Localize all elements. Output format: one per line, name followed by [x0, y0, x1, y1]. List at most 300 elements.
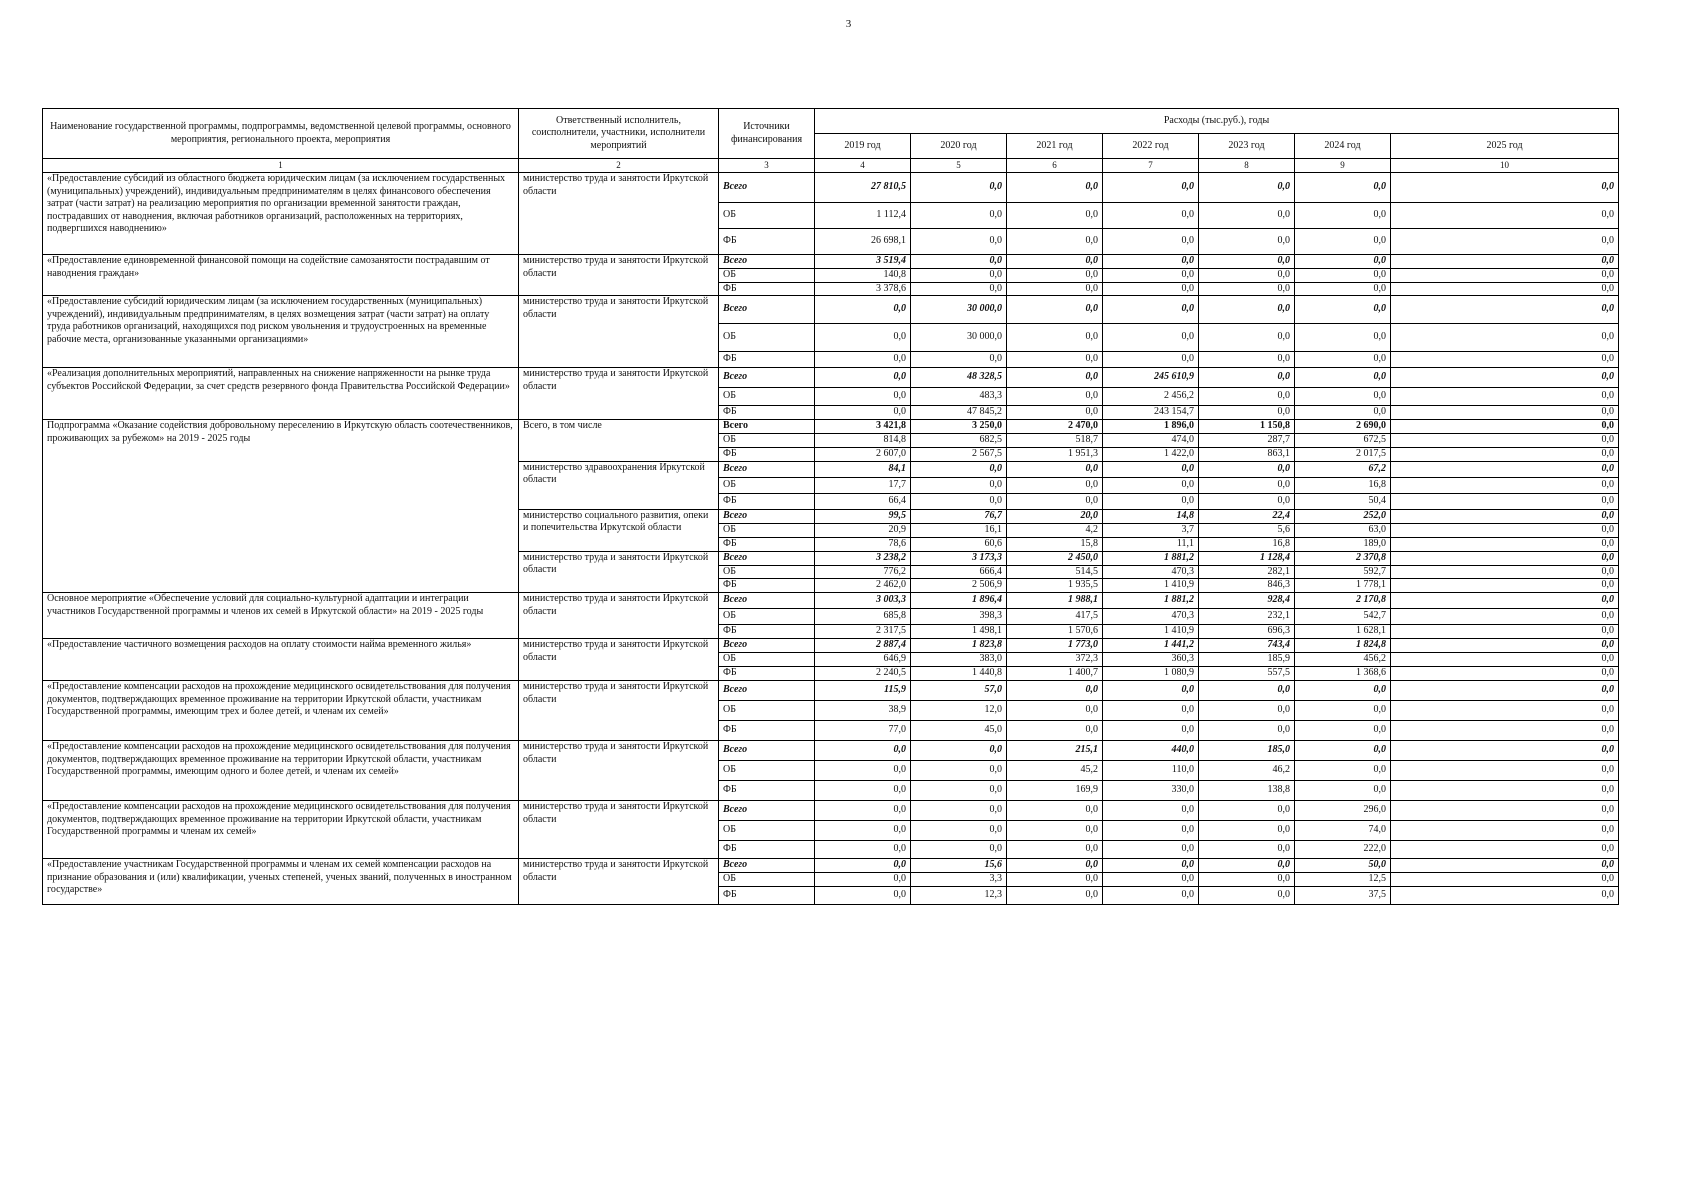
value-cell: 0,0: [1199, 406, 1295, 420]
column-number: 10: [1391, 159, 1619, 173]
source-cell: ФБ: [719, 781, 815, 801]
value-cell: 138,8: [1199, 781, 1295, 801]
value-cell: 0,0: [1007, 859, 1103, 873]
responsible-cell: министерство труда и занятости Иркутской области: [519, 859, 719, 905]
value-cell: 470,3: [1103, 609, 1199, 625]
value-cell: 0,0: [1007, 887, 1103, 905]
value-cell: 0,0: [1103, 461, 1199, 477]
value-cell: 26 698,1: [815, 229, 911, 255]
source-cell: ОБ: [719, 269, 815, 283]
value-cell: 1 128,4: [1199, 551, 1295, 565]
value-cell: 12,3: [911, 887, 1007, 905]
value-cell: 67,2: [1295, 461, 1391, 477]
value-cell: 77,0: [815, 721, 911, 741]
row-name-cell: «Предоставление частичного возмещения расходов на оплату стоимости найма временного жилья»: [43, 639, 519, 681]
value-cell: 0,0: [1007, 203, 1103, 229]
table-row: [43, 681, 1619, 701]
value-cell: 0,0: [911, 477, 1007, 493]
value-cell: 0,0: [911, 269, 1007, 283]
value-cell: 0,0: [1391, 282, 1619, 296]
value-cell: 0,0: [911, 461, 1007, 477]
value-cell: 0,0: [1007, 681, 1103, 701]
row-name-cell: «Реализация дополнительных мероприятий, направленных на снижение напряженности на рынке труда субъектов Российской Федерации, за счет средств резервного фонда Правительства Российской Федерации»: [43, 368, 519, 420]
value-cell: 16,8: [1199, 537, 1295, 551]
source-cell: ОБ: [719, 477, 815, 493]
responsible-cell: министерство труда и занятости Иркутской области: [519, 255, 719, 296]
source-cell: ОБ: [719, 434, 815, 448]
value-cell: 0,0: [911, 761, 1007, 781]
value-cell: 63,0: [1295, 523, 1391, 537]
value-cell: 0,0: [1295, 352, 1391, 368]
value-cell: 1 988,1: [1007, 593, 1103, 609]
value-cell: 0,0: [1391, 296, 1619, 324]
value-cell: 776,2: [815, 565, 911, 579]
source-cell: Всего: [719, 173, 815, 203]
value-cell: 0,0: [815, 352, 911, 368]
value-cell: 0,0: [1199, 493, 1295, 509]
column-number: 5: [911, 159, 1007, 173]
row-name-cell: Подпрограмма «Оказание содействия добровольному переселению в Иркутскую область соотечественников, проживающих за рубежом» на 2019 - 2025 годы: [43, 420, 519, 593]
source-cell: Всего: [719, 639, 815, 653]
value-cell: 372,3: [1007, 653, 1103, 667]
source-cell: Всего: [719, 801, 815, 821]
value-cell: 0,0: [1103, 296, 1199, 324]
source-cell: ФБ: [719, 282, 815, 296]
value-cell: 0,0: [1103, 841, 1199, 859]
value-cell: 0,0: [1103, 701, 1199, 721]
responsible-cell: министерство труда и занятости Иркутской области: [519, 296, 719, 368]
value-cell: 592,7: [1295, 565, 1391, 579]
row-name-cell: «Предоставление единовременной финансовой помощи на содействие самозанятости пострадавшим от наводнения граждан»: [43, 255, 519, 296]
value-cell: 0,0: [1391, 653, 1619, 667]
value-cell: 0,0: [815, 873, 911, 887]
value-cell: 440,0: [1103, 741, 1199, 761]
value-cell: 0,0: [1007, 229, 1103, 255]
value-cell: 0,0: [1103, 324, 1199, 352]
source-cell: Всего: [719, 859, 815, 873]
value-cell: 0,0: [1007, 461, 1103, 477]
value-cell: 5,6: [1199, 523, 1295, 537]
value-cell: 0,0: [1391, 493, 1619, 509]
value-cell: 84,1: [815, 461, 911, 477]
value-cell: 1 935,5: [1007, 579, 1103, 593]
value-cell: 1 823,8: [911, 639, 1007, 653]
value-cell: 0,0: [1199, 461, 1295, 477]
row-name-cell: «Предоставление участникам Государственной программы и членам их семей компенсации расходов на признание образования и (или) квалификации, ученых степеней, ученых званий, полученных в иностранном государстве»: [43, 859, 519, 905]
value-cell: 3 238,2: [815, 551, 911, 565]
value-cell: 0,0: [1391, 523, 1619, 537]
value-cell: 0,0: [1007, 255, 1103, 269]
value-cell: 1 773,0: [1007, 639, 1103, 653]
value-cell: 0,0: [1199, 477, 1295, 493]
value-cell: 0,0: [1391, 537, 1619, 551]
value-cell: 22,4: [1199, 509, 1295, 523]
value-cell: 2 887,4: [815, 639, 911, 653]
value-cell: 12,0: [911, 701, 1007, 721]
value-cell: 1 422,0: [1103, 447, 1199, 461]
table-row: [43, 173, 1619, 203]
value-cell: 0,0: [1007, 388, 1103, 406]
value-cell: 0,0: [815, 741, 911, 761]
value-cell: 0,0: [911, 741, 1007, 761]
header-responsible: Ответственный исполнитель, соисполнители, участники, исполнители мероприятий: [519, 109, 719, 159]
value-cell: 0,0: [1199, 887, 1295, 905]
responsible-cell: министерство труда и занятости Иркутской области: [519, 741, 719, 801]
column-number: 6: [1007, 159, 1103, 173]
value-cell: 0,0: [1391, 625, 1619, 639]
value-cell: 1 112,4: [815, 203, 911, 229]
value-cell: 48 328,5: [911, 368, 1007, 388]
value-cell: 0,0: [1103, 681, 1199, 701]
source-cell: ОБ: [719, 523, 815, 537]
value-cell: 0,0: [1391, 873, 1619, 887]
responsible-cell: Всего, в том числе: [519, 420, 719, 462]
value-cell: 1 896,0: [1103, 420, 1199, 434]
source-cell: ФБ: [719, 447, 815, 461]
value-cell: 0,0: [1391, 388, 1619, 406]
value-cell: 0,0: [1007, 701, 1103, 721]
value-cell: 0,0: [1007, 368, 1103, 388]
value-cell: 3 378,6: [815, 282, 911, 296]
source-cell: ОБ: [719, 761, 815, 781]
value-cell: 47 845,2: [911, 406, 1007, 420]
source-cell: ФБ: [719, 625, 815, 639]
value-cell: 0,0: [1199, 801, 1295, 821]
value-cell: 0,0: [911, 801, 1007, 821]
value-cell: 0,0: [1295, 368, 1391, 388]
value-cell: 27 810,5: [815, 173, 911, 203]
table-body: [43, 109, 1619, 905]
value-cell: 0,0: [1391, 269, 1619, 283]
value-cell: 2 017,5: [1295, 447, 1391, 461]
value-cell: 0,0: [1199, 681, 1295, 701]
value-cell: 0,0: [1007, 282, 1103, 296]
value-cell: 557,5: [1199, 667, 1295, 681]
value-cell: 0,0: [911, 255, 1007, 269]
source-cell: ФБ: [719, 841, 815, 859]
value-cell: 282,1: [1199, 565, 1295, 579]
source-cell: Всего: [719, 255, 815, 269]
value-cell: 0,0: [1391, 352, 1619, 368]
value-cell: 0,0: [1295, 761, 1391, 781]
value-cell: 60,6: [911, 537, 1007, 551]
column-number: 3: [719, 159, 815, 173]
value-cell: 0,0: [1103, 821, 1199, 841]
column-number: 2: [519, 159, 719, 173]
value-cell: 666,4: [911, 565, 1007, 579]
value-cell: 863,1: [1199, 447, 1295, 461]
header-row: [43, 109, 1619, 134]
value-cell: 4,2: [1007, 523, 1103, 537]
value-cell: 470,3: [1103, 565, 1199, 579]
value-cell: 0,0: [1007, 324, 1103, 352]
value-cell: 0,0: [815, 406, 911, 420]
responsible-cell: министерство труда и занятости Иркутской области: [519, 173, 719, 255]
value-cell: 287,7: [1199, 434, 1295, 448]
value-cell: 0,0: [1295, 406, 1391, 420]
value-cell: 0,0: [1295, 269, 1391, 283]
responsible-cell: министерство труда и занятости Иркутской области: [519, 681, 719, 741]
source-cell: Всего: [719, 420, 815, 434]
value-cell: 115,9: [815, 681, 911, 701]
source-cell: ОБ: [719, 324, 815, 352]
value-cell: 0,0: [1295, 324, 1391, 352]
source-cell: ФБ: [719, 579, 815, 593]
source-cell: ФБ: [719, 229, 815, 255]
value-cell: 0,0: [1199, 873, 1295, 887]
value-cell: 1 441,2: [1103, 639, 1199, 653]
source-cell: ФБ: [719, 352, 815, 368]
value-cell: 0,0: [815, 324, 911, 352]
value-cell: 1 150,8: [1199, 420, 1295, 434]
value-cell: 0,0: [1391, 434, 1619, 448]
value-cell: 0,0: [1199, 368, 1295, 388]
value-cell: 0,0: [1103, 269, 1199, 283]
value-cell: 928,4: [1199, 593, 1295, 609]
responsible-cell: министерство здравоохранения Иркутской области: [519, 461, 719, 509]
value-cell: 1 881,2: [1103, 551, 1199, 565]
value-cell: 0,0: [1391, 579, 1619, 593]
value-cell: 2 690,0: [1295, 420, 1391, 434]
value-cell: 0,0: [1103, 255, 1199, 269]
value-cell: 0,0: [1391, 509, 1619, 523]
header-expenses: Расходы (тыс.руб.), годы: [815, 109, 1619, 134]
value-cell: 1 881,2: [1103, 593, 1199, 609]
header-year: 2020 год: [911, 134, 1007, 159]
value-cell: 0,0: [1007, 493, 1103, 509]
value-cell: 0,0: [1391, 551, 1619, 565]
value-cell: 252,0: [1295, 509, 1391, 523]
source-cell: ОБ: [719, 388, 815, 406]
value-cell: 1 410,9: [1103, 579, 1199, 593]
value-cell: 110,0: [1103, 761, 1199, 781]
value-cell: 0,0: [1391, 255, 1619, 269]
value-cell: 0,0: [911, 173, 1007, 203]
value-cell: 0,0: [911, 493, 1007, 509]
value-cell: 0,0: [1103, 801, 1199, 821]
value-cell: 0,0: [1199, 296, 1295, 324]
value-cell: 1 080,9: [1103, 667, 1199, 681]
value-cell: 0,0: [1103, 229, 1199, 255]
table-row: [43, 368, 1619, 388]
value-cell: 11,1: [1103, 537, 1199, 551]
responsible-cell: министерство труда и занятости Иркутской области: [519, 801, 719, 859]
value-cell: 99,5: [815, 509, 911, 523]
value-cell: 0,0: [1391, 821, 1619, 841]
row-name-cell: «Предоставление компенсации расходов на прохождение медицинского освидетельствования для получения документов, подтверждающих временное проживание на территории Иркутской области, участникам Государственной программы, имеющим трех и более детей, и членам их семей»: [43, 681, 519, 741]
value-cell: 0,0: [1295, 255, 1391, 269]
value-cell: 0,0: [1295, 388, 1391, 406]
source-cell: ОБ: [719, 653, 815, 667]
value-cell: 0,0: [911, 229, 1007, 255]
source-cell: Всего: [719, 368, 815, 388]
value-cell: 682,5: [911, 434, 1007, 448]
value-cell: 0,0: [1103, 173, 1199, 203]
source-cell: ОБ: [719, 701, 815, 721]
value-cell: 0,0: [815, 296, 911, 324]
value-cell: 50,0: [1295, 859, 1391, 873]
row-name-cell: «Предоставление субсидий из областного бюджета юридическим лицам (за исключением государственных (муниципальных) учреждений), индивидуальным предпринимателям в целях финансового обеспечения затрат (части затрат) на реализацию мероприятия по организации временной занятости граждан, пострадавших от наводнения, включая работников организаций, расположенных на территориях, подвергшихся наводнению»: [43, 173, 519, 255]
value-cell: 0,0: [1295, 701, 1391, 721]
value-cell: 2 470,0: [1007, 420, 1103, 434]
value-cell: 0,0: [1391, 887, 1619, 905]
value-cell: 0,0: [1391, 859, 1619, 873]
value-cell: 2 450,0: [1007, 551, 1103, 565]
value-cell: 243 154,7: [1103, 406, 1199, 420]
value-cell: 0,0: [1007, 873, 1103, 887]
value-cell: 0,0: [1103, 203, 1199, 229]
header-year: 2023 год: [1199, 134, 1295, 159]
value-cell: 2 240,5: [815, 667, 911, 681]
value-cell: 2 370,8: [1295, 551, 1391, 565]
value-cell: 1 896,4: [911, 593, 1007, 609]
value-cell: 0,0: [1295, 681, 1391, 701]
value-cell: 0,0: [911, 821, 1007, 841]
value-cell: 17,7: [815, 477, 911, 493]
value-cell: 215,1: [1007, 741, 1103, 761]
column-number: 7: [1103, 159, 1199, 173]
source-cell: ФБ: [719, 887, 815, 905]
value-cell: 296,0: [1295, 801, 1391, 821]
value-cell: 696,3: [1199, 625, 1295, 639]
value-cell: 0,0: [1199, 203, 1295, 229]
value-cell: 0,0: [1103, 859, 1199, 873]
source-cell: Всего: [719, 593, 815, 609]
value-cell: 360,3: [1103, 653, 1199, 667]
value-cell: 30 000,0: [911, 324, 1007, 352]
value-cell: 0,0: [1295, 741, 1391, 761]
responsible-cell: министерство труда и занятости Иркутской области: [519, 593, 719, 639]
value-cell: 0,0: [1007, 173, 1103, 203]
value-cell: 0,0: [1103, 887, 1199, 905]
value-cell: 0,0: [1295, 229, 1391, 255]
column-number: 1: [43, 159, 519, 173]
value-cell: 846,3: [1199, 579, 1295, 593]
row-name-cell: «Предоставление компенсации расходов на прохождение медицинского освидетельствования для получения документов, подтверждающих временное проживание на территории Иркутской области, участникам Государственной программы, имеющим одного и более детей, и членам их семей»: [43, 741, 519, 801]
value-cell: 14,8: [1103, 509, 1199, 523]
header-year: 2019 год: [815, 134, 911, 159]
value-cell: 0,0: [1295, 203, 1391, 229]
source-cell: Всего: [719, 741, 815, 761]
value-cell: 2 462,0: [815, 579, 911, 593]
table-row: [43, 255, 1619, 269]
source-cell: ОБ: [719, 565, 815, 579]
value-cell: 140,8: [815, 269, 911, 283]
value-cell: 1 498,1: [911, 625, 1007, 639]
source-cell: Всего: [719, 681, 815, 701]
value-cell: 1 824,8: [1295, 639, 1391, 653]
value-cell: 45,2: [1007, 761, 1103, 781]
value-cell: 743,4: [1199, 639, 1295, 653]
value-cell: 222,0: [1295, 841, 1391, 859]
column-number: 9: [1295, 159, 1391, 173]
header-year: 2021 год: [1007, 134, 1103, 159]
value-cell: 46,2: [1199, 761, 1295, 781]
value-cell: 15,8: [1007, 537, 1103, 551]
value-cell: 3 250,0: [911, 420, 1007, 434]
value-cell: 0,0: [1391, 420, 1619, 434]
column-number: 4: [815, 159, 911, 173]
value-cell: 3 421,8: [815, 420, 911, 434]
source-cell: ФБ: [719, 406, 815, 420]
value-cell: 383,0: [911, 653, 1007, 667]
value-cell: 37,5: [1295, 887, 1391, 905]
source-cell: ФБ: [719, 493, 815, 509]
value-cell: 0,0: [1295, 781, 1391, 801]
value-cell: 0,0: [1199, 701, 1295, 721]
table-row: [43, 859, 1619, 873]
value-cell: 3 519,4: [815, 255, 911, 269]
value-cell: 3 003,3: [815, 593, 911, 609]
value-cell: 1 570,6: [1007, 625, 1103, 639]
header-sources: Источники финансирования: [719, 109, 815, 159]
value-cell: 0,0: [1007, 721, 1103, 741]
value-cell: 0,0: [1103, 493, 1199, 509]
value-cell: 814,8: [815, 434, 911, 448]
value-cell: 0,0: [1391, 173, 1619, 203]
value-cell: 16,8: [1295, 477, 1391, 493]
value-cell: 0,0: [1007, 821, 1103, 841]
value-cell: 15,6: [911, 859, 1007, 873]
value-cell: 0,0: [815, 388, 911, 406]
value-cell: 0,0: [815, 801, 911, 821]
value-cell: 45,0: [911, 721, 1007, 741]
value-cell: 672,5: [1295, 434, 1391, 448]
page-number: 3: [845, 18, 852, 30]
value-cell: 169,9: [1007, 781, 1103, 801]
value-cell: 189,0: [1295, 537, 1391, 551]
value-cell: 0,0: [1391, 667, 1619, 681]
value-cell: 0,0: [1199, 229, 1295, 255]
value-cell: 78,6: [815, 537, 911, 551]
value-cell: 0,0: [815, 761, 911, 781]
value-cell: 0,0: [1007, 269, 1103, 283]
value-cell: 2 170,8: [1295, 593, 1391, 609]
value-cell: 76,7: [911, 509, 1007, 523]
value-cell: 3 173,3: [911, 551, 1007, 565]
header-year: 2025 год: [1391, 134, 1619, 159]
value-cell: 0,0: [1199, 324, 1295, 352]
value-cell: 0,0: [1199, 282, 1295, 296]
value-cell: 518,7: [1007, 434, 1103, 448]
value-cell: 417,5: [1007, 609, 1103, 625]
value-cell: 542,7: [1295, 609, 1391, 625]
value-cell: 185,9: [1199, 653, 1295, 667]
value-cell: 0,0: [1391, 229, 1619, 255]
row-name-cell: Основное мероприятие «Обеспечение условий для социально-культурной адаптации и интеграции участников Государственной программы и членов их семей в Иркутской области» на 2019 - 2025 годы: [43, 593, 519, 639]
source-cell: ФБ: [719, 667, 815, 681]
value-cell: 3,7: [1103, 523, 1199, 537]
value-cell: 0,0: [815, 841, 911, 859]
value-cell: 0,0: [911, 352, 1007, 368]
value-cell: 474,0: [1103, 434, 1199, 448]
value-cell: 1 951,3: [1007, 447, 1103, 461]
value-cell: 0,0: [1199, 255, 1295, 269]
value-cell: 3,3: [911, 873, 1007, 887]
value-cell: 0,0: [911, 282, 1007, 296]
value-cell: 0,0: [815, 859, 911, 873]
value-cell: 0,0: [1391, 203, 1619, 229]
value-cell: 0,0: [1295, 173, 1391, 203]
responsible-cell: министерство труда и занятости Иркутской области: [519, 368, 719, 420]
value-cell: 0,0: [1295, 282, 1391, 296]
value-cell: 1 400,7: [1007, 667, 1103, 681]
value-cell: 0,0: [1199, 841, 1295, 859]
table-row: [43, 801, 1619, 821]
value-cell: 0,0: [1391, 565, 1619, 579]
source-cell: Всего: [719, 509, 815, 523]
value-cell: 232,1: [1199, 609, 1295, 625]
